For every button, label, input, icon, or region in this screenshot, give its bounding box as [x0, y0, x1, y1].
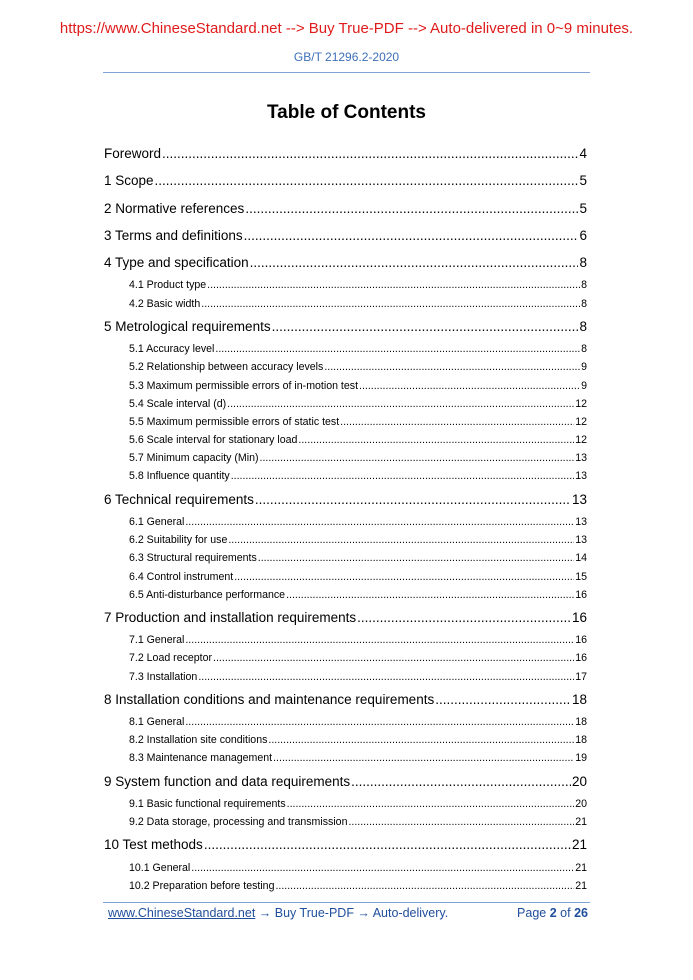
toc-entry-title: 7.1 General: [129, 634, 185, 647]
toc-entry-page: 12: [575, 415, 587, 428]
toc-leader-dots: [227, 395, 574, 413]
toc-entry-title: 9.2 Data storage, processing and transmission: [129, 816, 348, 829]
toc-entry-page: 5: [579, 173, 587, 189]
toc-entry-title: 6.3 Structural requirements: [129, 552, 257, 565]
toc-entry-page: 16: [575, 652, 587, 665]
toc-entry-page: 13: [575, 452, 587, 465]
toc-subentry[interactable]: [104, 295, 587, 313]
toc-entry[interactable]: [104, 140, 587, 167]
toc-entry-title: 9 System function and data requirements: [104, 773, 351, 789]
toc-leader-dots: [244, 222, 579, 249]
toc-entry-title: 5.3 Maximum permissible errors of in-motion test: [129, 379, 359, 392]
toc-leader-dots: [348, 813, 574, 831]
toc-leader-dots: [258, 549, 574, 567]
toc-entry-page: 19: [575, 752, 587, 765]
toc-leader-dots: [185, 631, 574, 649]
toc-leader-dots: [357, 604, 571, 631]
toc-list: [104, 140, 587, 895]
toc-entry-page: 15: [575, 570, 587, 583]
toc-entry-page: 13: [575, 534, 587, 547]
toc-entry-title: 3 Terms and definitions: [104, 227, 243, 243]
toc-subentry[interactable]: [104, 513, 587, 531]
toc-entry-title: 9.1 Basic functional requirements: [129, 797, 286, 810]
toc-subentry[interactable]: [104, 586, 587, 604]
toc-leader-dots: [228, 531, 574, 549]
toc-entry-page: 8: [579, 255, 587, 271]
toc-leader-dots: [324, 358, 580, 376]
toc-subentry[interactable]: [104, 631, 587, 649]
toc-entry-title: 5.4 Scale interval (d): [129, 397, 227, 410]
toc-entry[interactable]: [104, 486, 587, 513]
toc-leader-dots: [273, 749, 574, 767]
page-title: Table of Contents: [266, 102, 427, 123]
toc-entry-title: 2 Normative references: [104, 200, 245, 216]
toc-leader-dots: [234, 568, 574, 586]
toc-entry-title: 6.5 Anti-disturbance performance: [129, 588, 286, 601]
toc-entry-page: 16: [571, 609, 587, 625]
toc-entry-title: 5.1 Accuracy level: [129, 343, 215, 356]
toc-subentry[interactable]: [104, 749, 587, 767]
toc-entry-title: 4 Type and specification: [104, 255, 249, 271]
toc-leader-dots: [198, 668, 574, 686]
toc-subentry[interactable]: [104, 568, 587, 586]
toc-entry-page: 5: [579, 200, 587, 216]
toc-entry-title: 7.3 Installation: [129, 670, 198, 683]
toc-entry-title: 5.8 Influence quantity: [129, 470, 230, 483]
toc-entry-title: 1 Scope: [104, 173, 154, 189]
toc-leader-dots: [255, 486, 571, 513]
toc-leader-dots: [155, 167, 579, 194]
toc-entry-page: 21: [575, 816, 587, 829]
toc-subentry[interactable]: [104, 649, 587, 667]
footer-arrow-icon: →: [255, 906, 275, 920]
footer-site-link[interactable]: www.ChineseStandard.net: [108, 906, 256, 920]
toc-entry-title: 8.1 General: [129, 716, 185, 729]
toc-entry-title: 5.5 Maximum permissible errors of static test: [129, 415, 340, 428]
toc-subentry[interactable]: [104, 395, 587, 413]
toc-leader-dots: [268, 731, 574, 749]
toc-entry-page: 16: [575, 634, 587, 647]
toc-subentry[interactable]: [104, 358, 587, 376]
toc-leader-dots: [201, 295, 580, 313]
toc-subentry[interactable]: [104, 731, 587, 749]
toc-entry[interactable]: [104, 195, 587, 222]
toc-entry-title: 5.7 Minimum capacity (Min): [129, 452, 259, 465]
footer-arrow-icon: →: [353, 906, 373, 920]
toc-entry-title: 10 Test methods: [104, 837, 203, 853]
toc-subentry[interactable]: [104, 340, 587, 358]
toc-entry-title: Foreword: [104, 146, 162, 161]
toc-leader-dots: [286, 586, 574, 604]
toc-entry-title: 5.2 Relationship between accuracy levels: [129, 361, 324, 374]
toc-entry-page: 18: [571, 691, 587, 707]
toc-entry-title: 5 Metrological requirements: [104, 318, 271, 334]
toc-entry-title: 7 Production and installation requirements: [104, 609, 357, 625]
toc-entry-page: 21: [575, 861, 587, 874]
toc-entry-title: 8.2 Installation site conditions: [129, 734, 268, 747]
toc-entry-page: 16: [575, 588, 587, 601]
toc-entry-page: 8: [581, 279, 587, 292]
toc-leader-dots: [204, 831, 571, 858]
toc-entry-title: 8.3 Maintenance management: [129, 752, 273, 765]
toc-entry-page: 13: [575, 470, 587, 483]
toc-leader-dots: [215, 340, 580, 358]
toc-entry-page: 12: [575, 397, 587, 410]
toc-entry-page: 13: [571, 491, 587, 507]
banner-text[interactable]: https://www.ChineseStandard.net --> Buy True-PDF --> Auto-delivered in 0~9 minutes.: [59, 20, 634, 37]
page-label: Page: [517, 906, 547, 920]
toc-entry-page: 18: [575, 716, 587, 729]
toc-entry[interactable]: [104, 831, 587, 858]
toc-subentry[interactable]: [104, 531, 587, 549]
toc-entry-page: 21: [575, 879, 587, 892]
toc-subentry[interactable]: [104, 449, 587, 467]
toc-entry[interactable]: [104, 249, 587, 276]
toc-leader-dots: [185, 513, 574, 531]
document-id: GB/T 21296.2-2020: [293, 50, 400, 64]
toc-entry-title: 5.6 Scale interval for stationary load: [129, 434, 298, 447]
toc-leader-dots: [231, 467, 574, 485]
footer-divider: [103, 902, 590, 903]
toc-entry-page: 20: [575, 797, 587, 810]
toc-subentry[interactable]: [104, 877, 587, 895]
toc-entry-page: 8: [579, 318, 587, 334]
toc-subentry[interactable]: [104, 859, 587, 877]
toc-entry-title: 7.2 Load receptor: [129, 652, 213, 665]
toc-leader-dots: [298, 431, 574, 449]
toc-entry-title: 10.1 General: [129, 861, 191, 874]
toc-entry[interactable]: [104, 768, 587, 795]
toc-entry-page: 9: [581, 361, 587, 374]
toc-entry-page: 20: [571, 773, 587, 789]
toc-entry-title: 6.1 General: [129, 515, 185, 528]
toc-entry-title: 4.2 Basic width: [129, 297, 201, 310]
toc-leader-dots: [287, 795, 575, 813]
toc-entry-page: 6: [579, 227, 587, 243]
toc-leader-dots: [272, 313, 579, 340]
toc-subentry[interactable]: [104, 549, 587, 567]
toc-entry[interactable]: [104, 222, 587, 249]
toc-subentry[interactable]: [104, 467, 587, 485]
page-total: 26: [574, 906, 588, 920]
toc-leader-dots: [213, 649, 574, 667]
toc-entry-title: 6.2 Suitability for use: [129, 534, 228, 547]
toc-entry-page: 17: [575, 670, 587, 683]
toc-entry[interactable]: [104, 167, 587, 194]
toc-entry-title: 8 Installation conditions and maintenance requirements: [104, 691, 435, 707]
toc-leader-dots: [351, 768, 571, 795]
toc-subentry[interactable]: [104, 413, 587, 431]
toc-leader-dots: [260, 449, 575, 467]
toc-entry-page: 13: [575, 515, 587, 528]
toc-leader-dots: [340, 413, 574, 431]
toc-entry-page: 12: [575, 434, 587, 447]
toc-entry-title: 10.2 Preparation before testing: [129, 879, 275, 892]
toc-entry-title: 6.4 Control instrument: [129, 570, 234, 583]
footer-delivery-text: Auto-delivery.: [372, 906, 449, 920]
toc-entry-page: 18: [575, 734, 587, 747]
toc-entry-page: 21: [571, 837, 587, 853]
toc-entry-title: 6 Technical requirements: [104, 491, 254, 507]
toc-entry[interactable]: [104, 604, 587, 631]
footer-buy-link[interactable]: Buy True-PDF: [274, 906, 354, 920]
toc-leader-dots: [162, 140, 578, 167]
toc-leader-dots: [275, 877, 574, 895]
toc-subentry[interactable]: [104, 668, 587, 686]
toc-entry-page: 9: [581, 379, 587, 392]
page-indicator: [517, 906, 588, 920]
toc-subentry[interactable]: [104, 713, 587, 731]
toc-subentry[interactable]: [104, 795, 587, 813]
toc-leader-dots: [435, 686, 571, 713]
page-of: of: [560, 906, 571, 920]
toc-entry[interactable]: [104, 686, 587, 713]
toc-leader-dots: [185, 713, 574, 731]
toc-leader-dots: [191, 859, 574, 877]
toc-entry[interactable]: [104, 313, 587, 340]
toc-leader-dots: [359, 377, 580, 395]
toc-entry-page: 14: [575, 552, 587, 565]
toc-entry-page: 8: [581, 343, 587, 356]
toc-subentry[interactable]: [104, 276, 587, 294]
header-divider: [103, 72, 590, 73]
toc-leader-dots: [245, 195, 578, 222]
toc-subentry[interactable]: [104, 813, 587, 831]
toc-subentry[interactable]: [104, 377, 587, 395]
page-current: 2: [549, 906, 557, 920]
toc-entry-page: 8: [581, 297, 587, 310]
toc-entry-title: 4.1 Product type: [129, 279, 207, 292]
toc-leader-dots: [207, 276, 580, 294]
toc-entry-page: 4: [579, 146, 587, 161]
toc-leader-dots: [250, 249, 579, 276]
toc-subentry[interactable]: [104, 431, 587, 449]
